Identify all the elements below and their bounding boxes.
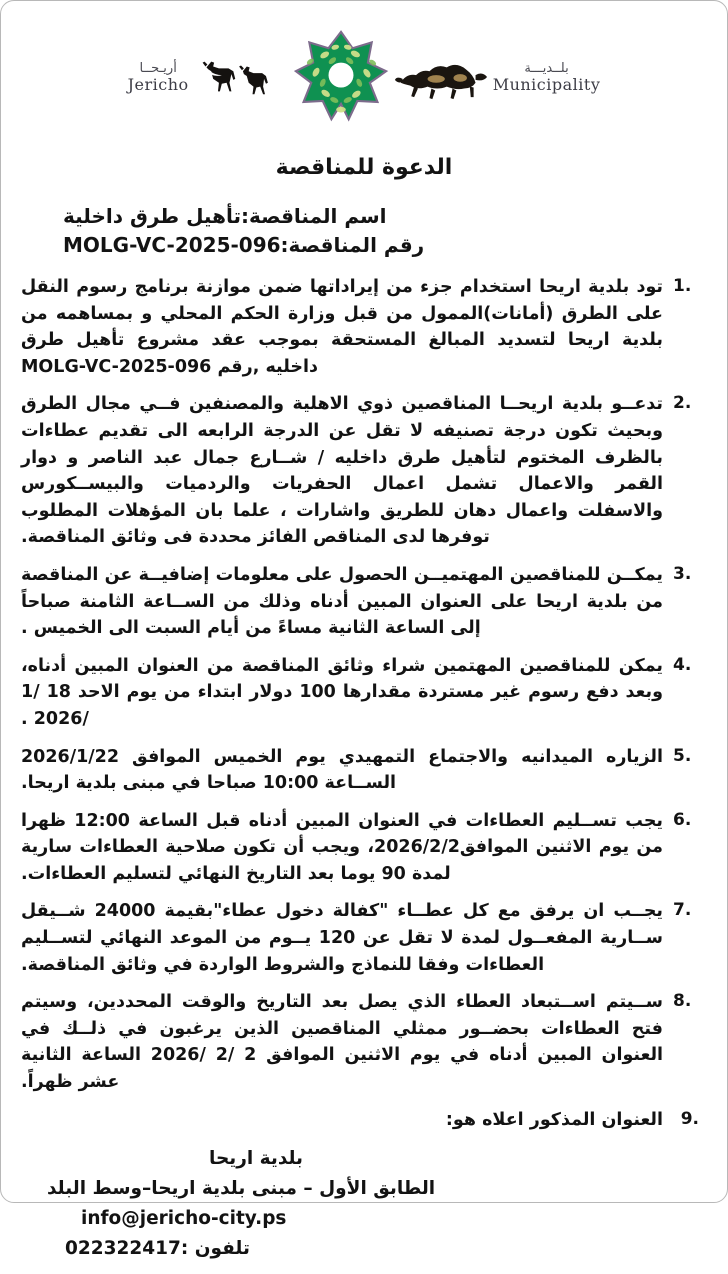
logo-municipality-arabic: بلــديـــة xyxy=(524,60,569,76)
clause-item: يمكن للمناقصين المهتمين شراء وثائق المناقصة من العنوان المبين أدناه، وبعد دفع رسوم غير مستردة مقدارها 100 دولار ابتداء من يوم الاحد 18 /1 /2026 . xyxy=(21,655,663,729)
address-organization: بلدية اريحا xyxy=(209,1148,304,1170)
clause-item: تدعــو بلدية اريحــا المناقصين ذوي الاهلية والمصنفين فــي مجال الطرق وبحيث تكون درجة تصنيفه لا تقل عن الدرجة الرابعه الى تقديم عطاءات بالظرف المختوم لتأهيل طرق داخليه / شــارع جمال عبد الناصر و دوار القمر والاعمال تشمل اعمال الحفريات والردميات والبيســكورس والاسفلت واعمال دهان للطريق واشارات ، علما بان المؤهلات المطلوب توفرها لدى المناقص الفائز محددة فى وثائق المناقصة. xyxy=(21,394,663,548)
clause-item: ســيتم اســتبعاد العطاء الذي يصل بعد التاريخ والوقت المحددين، وسيتم فتح العطاءات بحضــور ممثلي المناقصين الذين يرغبون في ذلــك في العنوان المبين أدناه في يوم الاثنين الموافق 2 /2 /2026 الساعة الثانية عشر ظهراً. xyxy=(21,992,664,1093)
contact-phone: تلفون :022322417 xyxy=(65,1238,250,1260)
municipality-logo-header xyxy=(21,25,707,129)
logo-jericho-wordmark xyxy=(128,62,189,93)
clause-item: تود بلدية اريحا استخدام جزء من إيراداتها ضمن موازنة برنامج رسوم النقل على الطرق (أمانات)الممول من قبل وزارة الحكم المحلي و بمساهمه من بلدية اريحا لتسديد المبالغ المستحقة بموجب عقد مشروع تأهيل طرق داخليه ,رقم MOLG-VC-2025-096 xyxy=(21,277,663,377)
tender-name-line: اسم المناقصة:تأهيل طرق داخلية xyxy=(63,204,387,228)
logo-municipality-wordmark xyxy=(493,62,601,93)
tender-number-line: رقم المناقصة:MOLG-VC-2025-096 xyxy=(63,233,425,257)
lion-hunt-icon xyxy=(393,46,489,108)
logo-jericho-arabic: أريـحــا xyxy=(139,60,177,76)
tender-clause-list xyxy=(21,274,707,1133)
page-title: الدعوة للمناقصة xyxy=(275,155,453,180)
jericho-municipality-emblem-icon xyxy=(293,29,389,125)
clause-item: العنوان المذكور اعلاه هو: xyxy=(445,1109,663,1130)
gazelles-icon xyxy=(193,46,289,108)
logo-municipality-english: Municipality xyxy=(492,74,601,94)
clause-item: الزياره الميدانيه والاجتماع التمهيدي يوم الخميس الموافق 2026/1/22 الســاعة 10:00 صباحا في مبنى بلدية اريحا. xyxy=(21,746,663,794)
logo-jericho-english: Jericho xyxy=(127,74,189,94)
contact-address-block xyxy=(21,1144,707,1264)
contact-email[interactable]: info@jericho-city.ps xyxy=(81,1208,287,1230)
clause-item: يجــب ان يرفق مع كل عطــاء "كفالة دخول عطاء"بقيمة 24000 شــيقل ســارية المفعــول لمدة لا تقل عن 120 يــوم من الموعد النهائي لتســليم العطاءات وفقا للنماذج والشروط الواردة في وثائق المناقصة. xyxy=(21,901,664,975)
clause-item: يجب تســليم العطاءات في العنوان المبين أدناه قبل الساعة 12:00 ظهرا من يوم الاثنين الموافق2026/2/2، ويجب أن تكون صلاحية العطاءات سارية لمدة 90 يوما بعد التاريخ النهائي لتسليم العطاءات. xyxy=(21,810,663,884)
address-location: الطابق الأول – مبنى بلدية اريحا–وسط البلد xyxy=(47,1178,436,1200)
tender-identification xyxy=(21,202,707,260)
clause-item: يمكــن للمناقصين المهتميــن الحصول على معلومات إضافيــة عن المناقصة من بلدية اريحا على العنوان المبين أدناه وذلك من الســاعة الثامنة صباحاً إلى الساعة الثانية مساءً من أيام السبت الى الخميس . xyxy=(21,564,663,639)
